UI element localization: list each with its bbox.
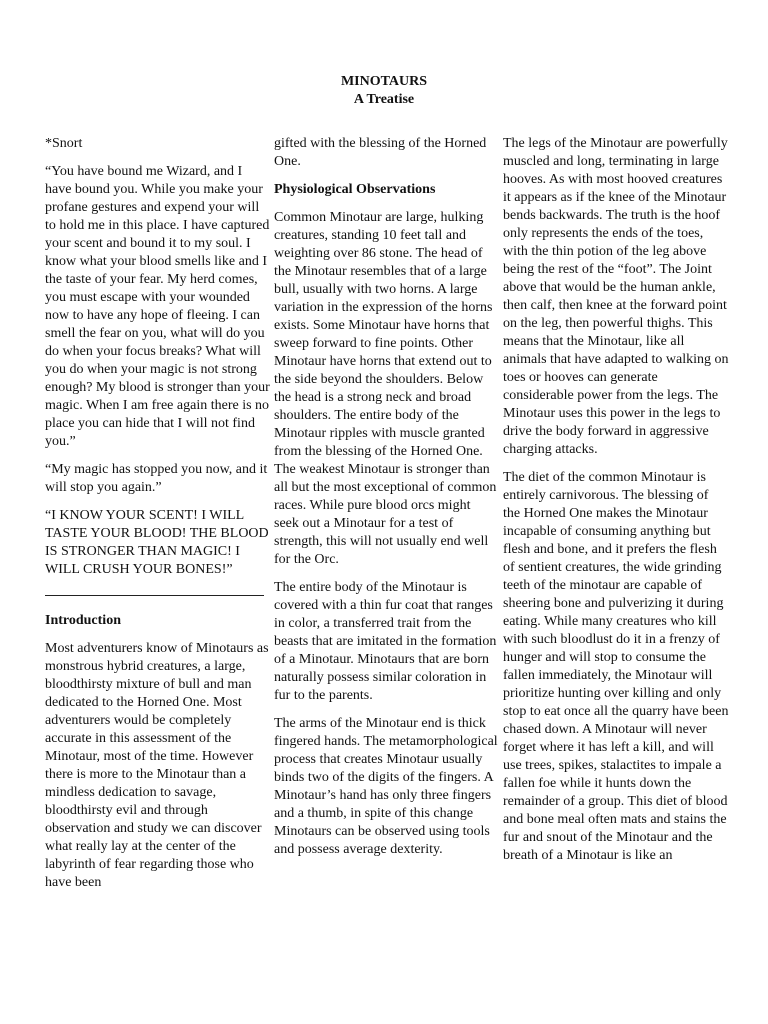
introduction-continuation: gifted with the blessing of the Horned One. (274, 136, 487, 169)
document-header (0, 73, 768, 109)
diet-paragraph: The diet of the common Minotaur is entirely carnivorous. The blessing of the Horned One makes the Minotaur incapable of consuming anything but flesh and bone, and it prefers the flesh of sentient creatures, the wide grinding teeth of the minotaur are capable of sheering bone and pulverizing it during eating. While many creatures who kill with such bloodlust do it in a frenzy of hunger and will stop to consume the fallen immediately, the Minotaur will prioritize hunting over killing and only stop to eat once all the quarry have been chased down. A Minotaur will never forget where it has left a kill, and will use trees, spikes, stalactites to impale a fallen foe while it hunts down the remainder of a group. This diet of blood and bone meal often mats and stains the fur and snout of the Minotaur and the breath of a Minotaur is like an (503, 470, 729, 863)
introduction-heading: Introduction (45, 613, 121, 628)
section-divider (45, 595, 264, 596)
physiological-observations-heading: Physiological Observations (274, 182, 436, 197)
wizard-quote: “My magic has stopped you now, and it will stop you again.” (45, 462, 268, 495)
legs-paragraph: The legs of the Minotaur are powerfully muscled and long, terminating in large hooves. As with most hooved creatures it appears as if the knee of the Minotaur bends backwards. The truth is the hoof only represents the ends of the toes, with the thin potion of the leg above being the rest of the “foot”. The Joint above that would be the human ankle, then calf, then knee at the forward point on the leg, then powerful thighs. This means that the Minotaur, like all animals that have adapted to walking on toes or hooves can generate considerable power from the legs. The Minotaur uses this power in the legs to drive the body forward in aggressive charging attacks. (503, 136, 729, 457)
introduction-paragraph: Most adventurers know of Minotaurs as monstrous hybrid creatures, a large, bloodthirsty mixture of bull and man dedicated to the Horned One. Most adventurers would be completely accurate in this assessment of the Minotaur, most of the time. However there is more to the Minotaur than a mindless dedication to savage, bloodthirsty evil and through observation and study we can discover what really lay at the center of the labyrinth of fear regarding those who have been (45, 641, 269, 890)
snort-line: *Snort (45, 136, 83, 151)
document-title: MINOTAURS (340, 74, 428, 89)
minotaur-shout-quote: “I KNOW YOUR SCENT! I WILL TASTE YOUR BLOOD! THE BLOOD IS STRONGER THAN MAGIC! I WILL CRUSH YOUR BONES!” (45, 508, 269, 577)
minotaur-quote: “You have bound me Wizard, and I have bound you. While you make your profane gestures and expend your will to hold me in this place. I have captured your scent and bound it to my soul. I know what your blood smells like and I the taste of your fear. My herd comes, you must escape with your wounded now to have any hope of fleeing. I can smell the fear on you, what will do you do when your focus breaks? What will you do when your magic is not strong enough? My blood is stronger than your magic. When I am free again there is no place you can hide that I will not find you.” (45, 164, 270, 449)
document-subtitle: A Treatise (353, 92, 415, 107)
physiology-paragraph-2: The entire body of the Minotaur is covered with a thin fur coat that ranges in color, a transferred trait from the beasts that are imitated in the formation of a Minotaur. Minotaurs that are born naturally possess similar coloration in fur to the parents. (274, 580, 497, 703)
column-3 (503, 135, 729, 875)
column-2 (274, 135, 498, 869)
physiology-paragraph-3: The arms of the Minotaur end is thick fingered hands. The metamorphological process that creates Minotaur usually binds two of the digits of the fingers. A Minotaur’s hand has only three fingers and a thumb, in spite of this change Minotaurs can be observed using tools and possess average dexterity. (274, 716, 498, 857)
column-1 (45, 135, 271, 902)
physiology-paragraph-1: Common Minotaur are large, hulking creatures, standing 10 feet tall and weighting over 86 stone. The head of the Minotaur resembles that of a large bull, usually with two horns. A large variation in the expression of the horns exists. Some Minotaur have horns that sweep forward to fine points. Other Minotaur have horns that extend out to the side beyond the shoulders. Below the head is a strong neck and broad shoulders. The entire body of the Minotaur ripples with muscle granted from the blessing of the Horned One. The weakest Minotaur is stronger than all but the most exceptional of common races. While pure blood orcs might seek out a Minotaur for a test of strength, this will not usually end well for the Orc. (274, 210, 497, 567)
